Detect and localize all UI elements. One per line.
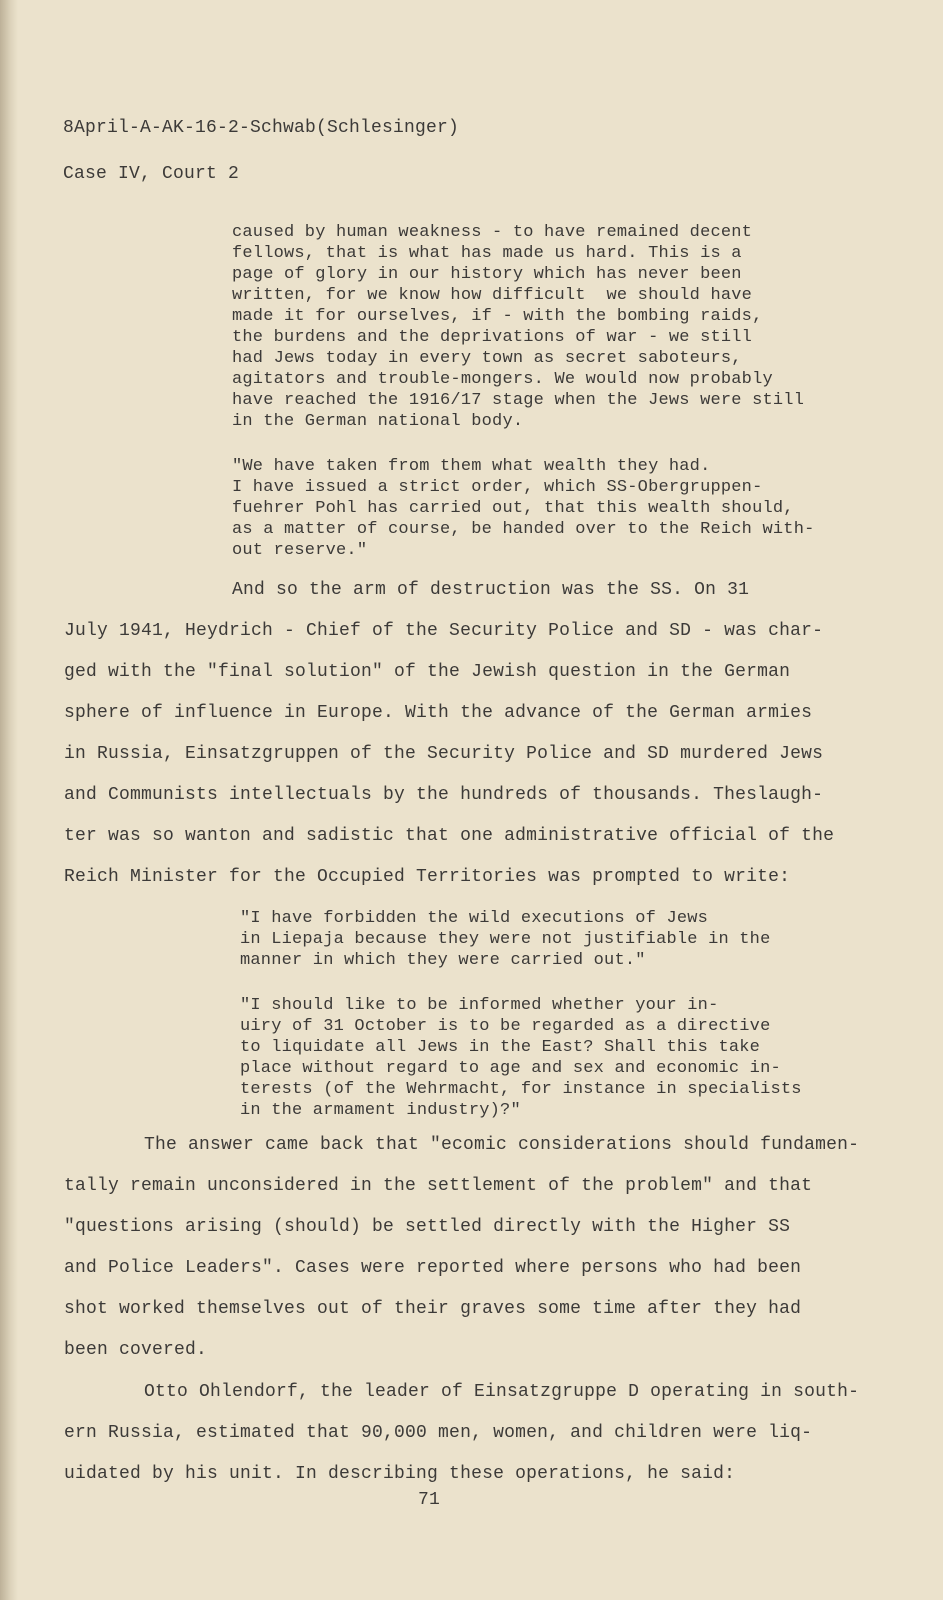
quote4-line: place without regard to age and sex and economic in- — [240, 1059, 781, 1078]
paragraph1-line: And so the arm of destruction was the SS. On 31 — [232, 580, 750, 600]
document-reference: 8April-A-AK-16-2-Schwab(Schlesinger) — [63, 118, 460, 138]
paragraph1-line: Reich Minister for the Occupied Territories was prompted to write: — [64, 867, 791, 887]
paragraph2-line: "questions arising (should) be settled directly with the Higher SS — [64, 1217, 791, 1237]
paragraph1-line: July 1941, Heydrich - Chief of the Security Police and SD - was char- — [64, 621, 824, 641]
page-number: 71 — [418, 1490, 441, 1510]
case-label: Case IV, Court 2 — [63, 164, 240, 184]
quote1-line: written, for we know how difficult we should have — [232, 286, 753, 305]
paragraph2-line: tally remain unconsidered in the settlement of the problem" and that — [64, 1176, 813, 1196]
paragraph2-line: shot worked themselves out of their graves some time after they had — [64, 1299, 802, 1319]
quote1-line: had Jews today in every town as secret saboteurs, — [232, 349, 742, 368]
paragraph1-line: ged with the "final solution" of the Jewish question in the German — [64, 662, 791, 682]
quote4-line: terests (of the Wehrmacht, for instance in specialists — [240, 1080, 802, 1099]
paragraph3-line: uidated by his unit. In describing these operations, he said: — [64, 1464, 736, 1484]
paragraph3-line: ern Russia, estimated that 90,000 men, women, and children were liq- — [64, 1423, 813, 1443]
quote1-line: caused by human weakness - to have remained decent — [232, 223, 753, 242]
quote1-line: made it for ourselves, if - with the bombing raids, — [232, 307, 763, 326]
quote2-line: I have issued a strict order, which SS-Obergruppen- — [232, 478, 763, 497]
quote1-line: page of glory in our history which has never been — [232, 265, 742, 284]
quote1-line: fellows, that is what has made us hard. This is a — [232, 244, 742, 263]
quote2-line: as a matter of course, be handed over to the Reich with- — [232, 520, 815, 539]
quote2-line: fuehrer Pohl has carried out, that this wealth should, — [232, 499, 794, 518]
paragraph3-line: Otto Ohlendorf, the leader of Einsatzgruppe D operating in south- — [144, 1382, 860, 1402]
quote2-line: "We have taken from them what wealth they had. — [232, 457, 711, 476]
quote3-line: "I have forbidden the wild executions of Jews — [240, 909, 709, 928]
paragraph2-line: The answer came back that "ecomic considerations should fundamen- — [144, 1135, 860, 1155]
quote4-line: in the armament industry)?" — [240, 1101, 521, 1120]
quote4-line: "I should like to be informed whether your in- — [240, 996, 719, 1015]
paragraph2-line: and Police Leaders". Cases were reported where persons who had been — [64, 1258, 802, 1278]
page-left-edge — [0, 0, 18, 1600]
quote3-line: in Liepaja because they were not justifiable in the — [240, 930, 771, 949]
quote1-line: in the German national body. — [232, 412, 524, 431]
paragraph1-line: and Communists intellectuals by the hundreds of thousands. Theslaugh- — [64, 785, 824, 805]
paragraph1-line: ter was so wanton and sadistic that one administrative official of the — [64, 826, 835, 846]
paragraph1-line: in Russia, Einsatzgruppen of the Security Police and SD murdered Jews — [64, 744, 824, 764]
quote1-line: agitators and trouble-mongers. We would now probably — [232, 370, 773, 389]
quote2-line: out reserve." — [232, 541, 368, 560]
quote1-line: the burdens and the deprivations of war - we still — [232, 328, 753, 347]
paragraph1-line: sphere of influence in Europe. With the advance of the German armies — [64, 703, 813, 723]
quote1-line: have reached the 1916/17 stage when the Jews were still — [232, 391, 805, 410]
quote3-line: manner in which they were carried out." — [240, 951, 646, 970]
quote4-line: to liquidate all Jews in the East? Shall this take — [240, 1038, 761, 1057]
quote4-line: uiry of 31 October is to be regarded as a directive — [240, 1017, 771, 1036]
paragraph2-line: been covered. — [64, 1340, 208, 1360]
